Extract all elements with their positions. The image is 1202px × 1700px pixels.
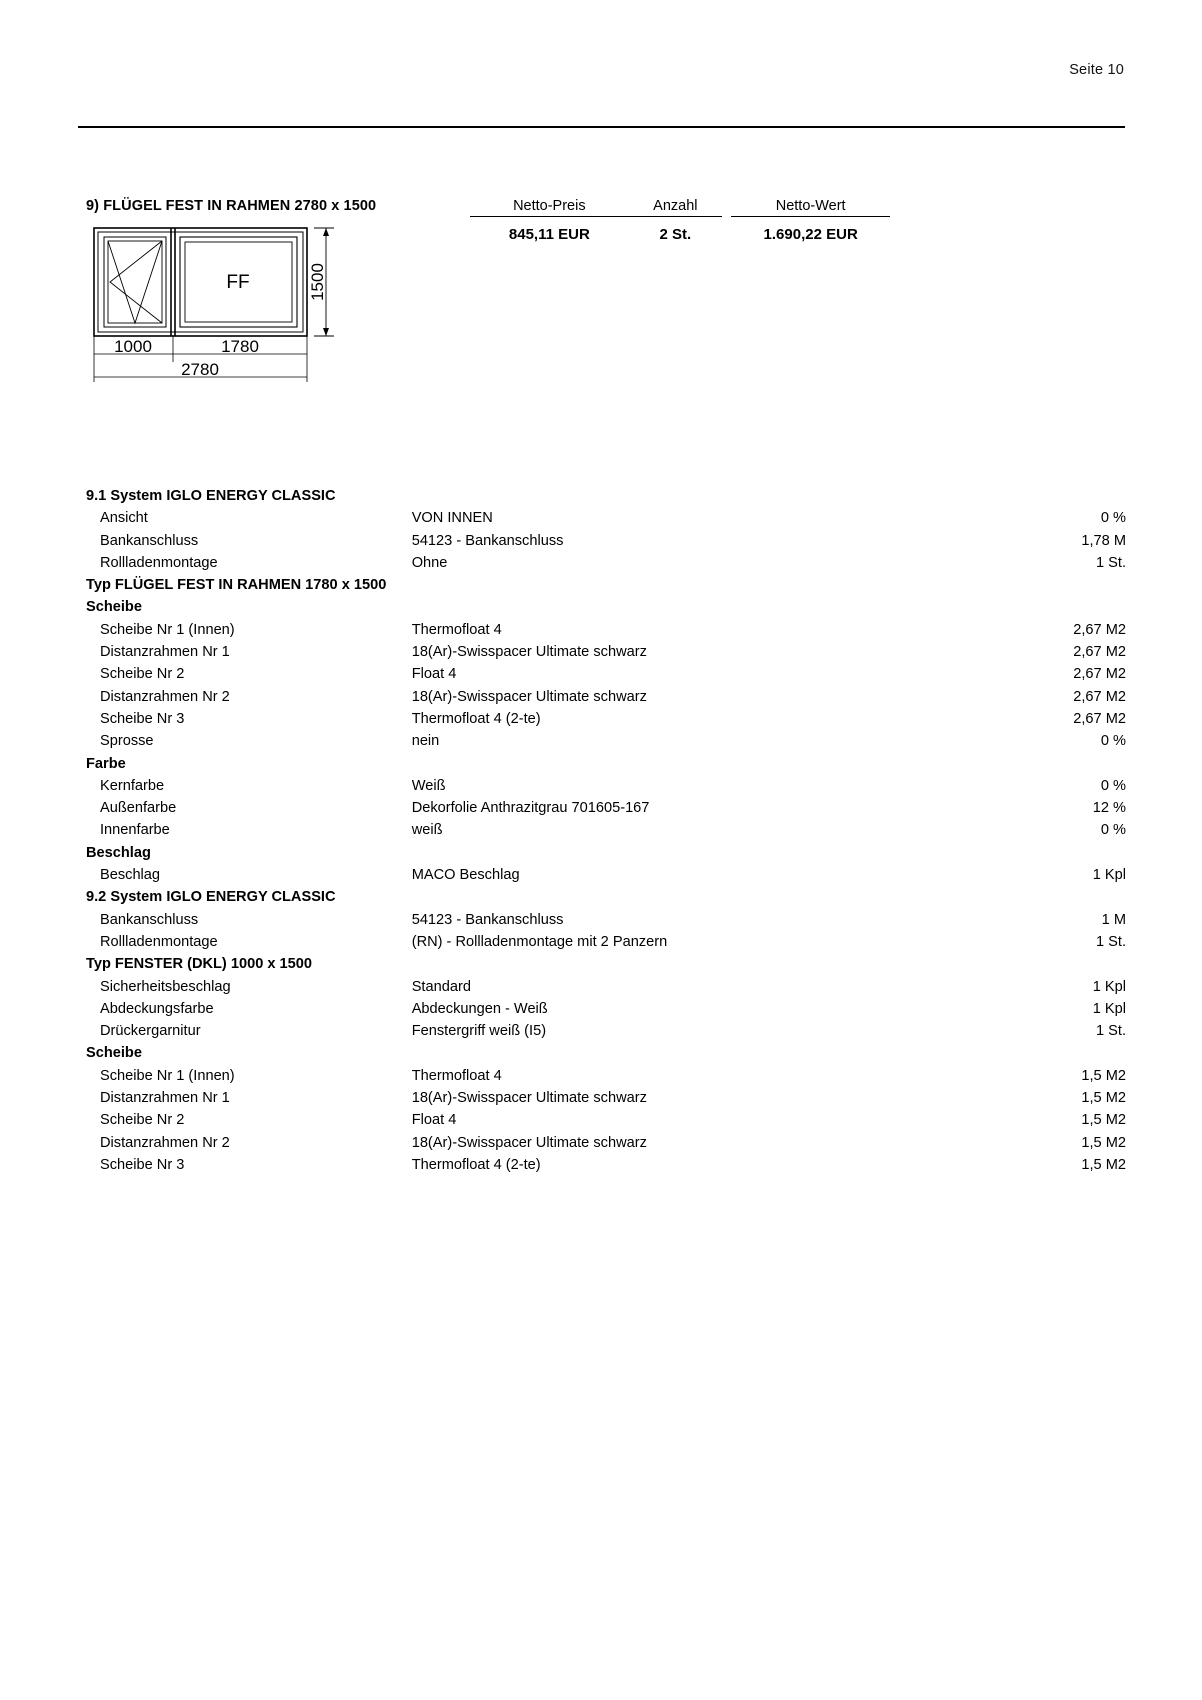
spec-quantity: 12 % <box>1092 800 1126 817</box>
spec-value: Abdeckungen - Weiß <box>411 1000 548 1017</box>
spec-label: Scheibe Nr 3 <box>100 710 185 727</box>
spec-row <box>86 577 1126 599</box>
spec-value: 18(Ar)-Swisspacer Ultimate schwarz <box>411 644 647 661</box>
spec-row <box>86 644 1126 666</box>
dimension-height: 1500 <box>308 263 327 301</box>
spec-quantity: 2,67 M2 <box>1073 666 1126 683</box>
spec-quantity: 1 St. <box>1095 933 1126 950</box>
spec-label: 9.1 System IGLO ENERGY CLASSIC <box>86 488 336 504</box>
spec-value: Weiß <box>411 777 446 794</box>
spec-row <box>86 1045 1126 1067</box>
spec-row <box>86 778 1126 800</box>
spec-row <box>86 889 1126 911</box>
dimension-total-width: 2780 <box>181 360 219 379</box>
spec-quantity: 1 St. <box>1095 554 1126 571</box>
spec-quantity: 1 St. <box>1095 1023 1126 1040</box>
spec-value: 18(Ar)-Swisspacer Ultimate schwarz <box>411 1134 647 1151</box>
window-drawing <box>86 222 416 397</box>
spec-row <box>86 822 1126 844</box>
spec-quantity: 2,67 M2 <box>1073 710 1126 727</box>
spec-value: Thermofloat 4 (2-te) <box>411 710 541 727</box>
spec-value: MACO Beschlag <box>411 867 520 884</box>
spec-quantity: 0 % <box>1100 777 1126 794</box>
spec-row <box>86 733 1126 755</box>
spec-value: weiß <box>411 822 443 839</box>
spec-value: Thermofloat 4 (2-te) <box>411 1156 541 1173</box>
spec-quantity: 1,78 M <box>1081 532 1126 549</box>
spec-value: Ohne <box>411 554 448 571</box>
spec-row <box>86 510 1126 532</box>
spec-value: 18(Ar)-Swisspacer Ultimate schwarz <box>411 688 647 705</box>
price-table <box>470 198 890 243</box>
value-spacer <box>722 226 731 243</box>
specification-list <box>86 488 1126 1179</box>
spec-quantity: 1,5 M2 <box>1081 1112 1126 1129</box>
spec-quantity: 2,67 M2 <box>1073 688 1126 705</box>
spec-value: nein <box>411 733 440 750</box>
spec-quantity: 2,67 M2 <box>1073 621 1126 638</box>
spec-value: Thermofloat 4 <box>411 1067 502 1084</box>
spec-label: Scheibe Nr 1 (Innen) <box>100 621 235 638</box>
spec-label: Bankanschluss <box>100 532 199 549</box>
spec-row <box>86 488 1126 510</box>
spec-row <box>86 666 1126 688</box>
value-netto-preis: 845,11 EUR <box>508 226 590 243</box>
spec-value: Thermofloat 4 <box>411 621 502 638</box>
column-header-netto-wert: Netto-Wert <box>731 198 890 217</box>
spec-label: Drückergarnitur <box>100 1023 201 1040</box>
spec-row <box>86 934 1126 956</box>
spec-row <box>86 622 1126 644</box>
spec-label: Scheibe <box>86 599 142 616</box>
value-netto-wert: 1.690,22 EUR <box>763 226 858 243</box>
spec-row <box>86 555 1126 577</box>
spec-label: Kernfarbe <box>100 777 165 794</box>
spec-quantity: 1 Kpl <box>1092 867 1126 884</box>
dimension-left-width: 1000 <box>114 337 152 356</box>
column-header-netto-preis: Netto-Preis <box>470 198 629 217</box>
spec-row <box>86 689 1126 711</box>
spec-label: Typ FLÜGEL FEST IN RAHMEN 1780 x 1500 <box>86 577 387 594</box>
spec-label: Beschlag <box>86 844 151 861</box>
spec-row <box>86 1112 1126 1134</box>
price-table-header <box>470 198 890 217</box>
spec-row <box>86 1135 1126 1157</box>
spec-quantity: 1,5 M2 <box>1081 1090 1126 1107</box>
spec-value: Dekorfolie Anthrazitgrau 701605-167 <box>411 800 650 817</box>
position-title: 9) FLÜGEL FEST IN RAHMEN 2780 x 1500 <box>86 198 377 214</box>
spec-label: Distanzrahmen Nr 2 <box>100 1134 230 1151</box>
spec-value: 54123 - Bankanschluss <box>411 911 564 928</box>
spec-row <box>86 756 1126 778</box>
spec-label: Beschlag <box>100 867 161 884</box>
spec-row <box>86 1001 1126 1023</box>
spec-label: Außenfarbe <box>100 800 177 817</box>
spec-quantity: 1 Kpl <box>1092 1000 1126 1017</box>
spec-value: Standard <box>411 978 471 995</box>
spec-value: (RN) - Rollladenmontage mit 2 Panzern <box>411 933 668 950</box>
spec-value: VON INNEN <box>411 510 493 527</box>
spec-label: Abdeckungsfarbe <box>100 1000 214 1017</box>
spec-row <box>86 1068 1126 1090</box>
spec-label: 9.2 System IGLO ENERGY CLASSIC <box>86 889 336 906</box>
spec-row <box>86 867 1126 889</box>
spec-row <box>86 599 1126 621</box>
spec-label: Sprosse <box>100 733 154 750</box>
spec-quantity: 1,5 M2 <box>1081 1156 1126 1173</box>
spec-value: Fenstergriff weiß (I5) <box>411 1023 547 1040</box>
spec-row <box>86 1090 1126 1112</box>
spec-quantity: 2,67 M2 <box>1073 644 1126 661</box>
spec-quantity: 0 % <box>1100 822 1126 839</box>
dimension-right-width: 1780 <box>221 337 259 356</box>
spec-label: Distanzrahmen Nr 1 <box>100 1090 230 1107</box>
spec-quantity: 0 % <box>1100 510 1126 527</box>
spec-row <box>86 1157 1126 1179</box>
price-table-values <box>470 226 890 243</box>
spec-label: Rollladenmontage <box>100 554 218 571</box>
spec-label: Distanzrahmen Nr 2 <box>100 688 230 705</box>
spec-row <box>86 845 1126 867</box>
spec-quantity: 1,5 M2 <box>1081 1067 1126 1084</box>
spec-value: 54123 - Bankanschluss <box>411 532 564 549</box>
spec-label: Scheibe Nr 3 <box>100 1156 185 1173</box>
spec-label: Bankanschluss <box>100 911 199 928</box>
spec-label: Scheibe Nr 2 <box>100 666 185 683</box>
spec-quantity: 1 Kpl <box>1092 978 1126 995</box>
value-anzahl: 2 St. <box>659 226 692 243</box>
spec-label: Innenfarbe <box>100 822 170 839</box>
spec-row <box>86 956 1126 978</box>
spec-value: Float 4 <box>411 1112 457 1129</box>
spec-label: Scheibe Nr 2 <box>100 1112 185 1129</box>
page-number: Seite 10 <box>1069 62 1124 78</box>
spec-value: Float 4 <box>411 666 457 683</box>
spec-value: 18(Ar)-Swisspacer Ultimate schwarz <box>411 1090 647 1107</box>
spec-row <box>86 979 1126 1001</box>
spec-label: Ansicht <box>100 510 148 527</box>
spec-label: Distanzrahmen Nr 1 <box>100 644 230 661</box>
spec-label: Rollladenmontage <box>100 933 218 950</box>
spec-row <box>86 533 1126 555</box>
spec-quantity: 1,5 M2 <box>1081 1134 1126 1151</box>
spec-label: Scheibe <box>86 1045 142 1062</box>
spec-row <box>86 1023 1126 1045</box>
spec-quantity: 0 % <box>1100 733 1126 750</box>
spec-row <box>86 912 1126 934</box>
spec-label: Scheibe Nr 1 (Innen) <box>100 1067 235 1084</box>
spec-label: Sicherheitsbeschlag <box>100 978 231 995</box>
sash-label-ff: FF <box>226 272 250 293</box>
spec-label: Farbe <box>86 755 126 772</box>
header-divider <box>78 126 1125 128</box>
spec-quantity: 1 M <box>1101 911 1126 928</box>
spec-label: Typ FENSTER (DKL) 1000 x 1500 <box>86 956 313 973</box>
column-header-anzahl: Anzahl <box>629 198 722 217</box>
spec-row <box>86 800 1126 822</box>
spec-row <box>86 711 1126 733</box>
